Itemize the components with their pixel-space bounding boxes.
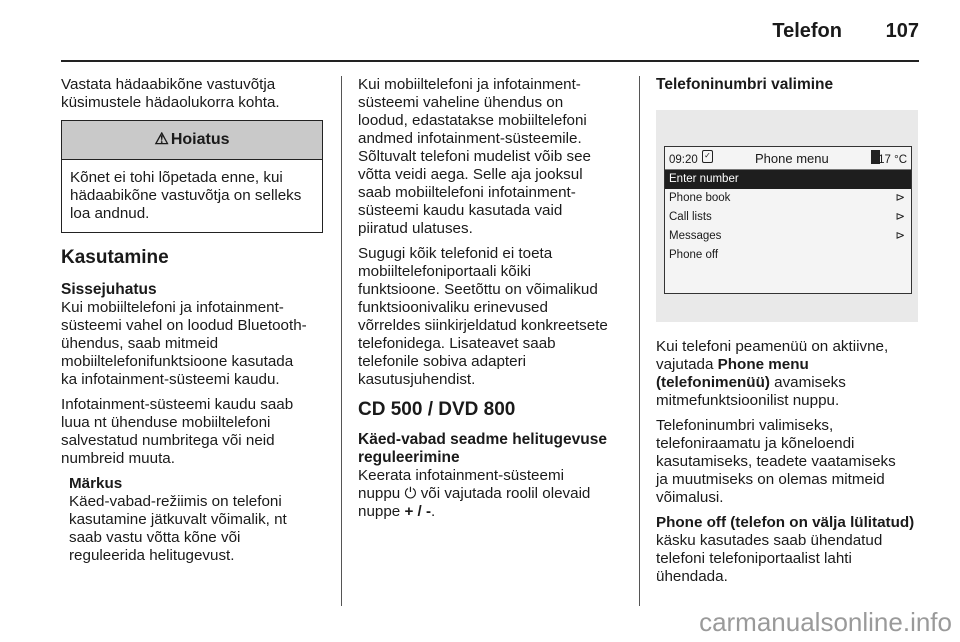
button-ref: + / -	[404, 503, 432, 520]
menu-item-label: Phone book	[669, 192, 731, 204]
watermark: carmanualsonline.info	[699, 607, 952, 637]
column-divider	[341, 76, 342, 606]
note-block	[61, 475, 323, 565]
section-title: CD 500 / DVD 800	[358, 399, 516, 420]
section-title: Kasutamine	[61, 247, 169, 268]
submenu-arrow-icon: ⊳	[895, 211, 905, 223]
note-body: Käed-vabad-režiimis on telefoni kasutamine jätkuvalt võimalik, nt saab vastu võtta kõne või reguleerida helitugevust.	[69, 493, 287, 564]
command-ref: Phone off (telefon on välja lülitatud)	[656, 514, 915, 531]
power-knob-icon: ⏻	[404, 485, 417, 502]
display-title: Phone menu	[755, 151, 829, 166]
warning-title: Hoiatus	[170, 131, 230, 148]
menu-item-enter-number	[665, 170, 911, 189]
menu-item-call-lists	[665, 208, 911, 227]
page-header	[0, 0, 960, 62]
submenu-arrow-icon: ⊳	[895, 192, 905, 204]
page-number: 107	[885, 20, 919, 42]
menu-item-label: Enter number	[669, 173, 739, 185]
phone-icon: ✓	[702, 150, 713, 163]
menu-item-label: Phone off	[669, 249, 719, 261]
paragraph: Infotainment-süsteemi kaudu saab luua nt ühenduse mobiiltelefoni salvestatud numbritega või neid numbreid muuta.	[61, 396, 294, 467]
text-run: Keerata infotainment-süsteemi nuppu	[358, 467, 564, 502]
phone-menu-screenshot	[656, 110, 918, 322]
column-right	[656, 76, 920, 593]
text-run: või vajutada roolil olevaid nuppe	[358, 485, 591, 520]
menu-item-phone-off	[665, 246, 911, 265]
display-status-bar	[665, 147, 911, 170]
column-left	[61, 76, 323, 572]
paragraph: Sugugi kõik telefonid ei toeta mobiiltelefoniportaali kõiki funktsioone. Seetõttu on võimalikud funktsioonivaliku erinevused võrreldes siinkirjeldatud konkreetsete telefonidega. Lisateavet saab telefonile sobiva adapteri kasutusjuhendist.	[358, 245, 608, 388]
menu-item-messages	[665, 227, 911, 246]
warning-triangle-icon: ⚠	[154, 131, 169, 148]
temperature: 17 °C	[878, 154, 907, 166]
text-run: avamiseks mitmefunktsioonilist nuppu.	[656, 374, 846, 409]
clock: 09:20	[669, 154, 698, 166]
column-divider	[639, 76, 640, 606]
paragraph: Kui mobiiltelefoni ja infotainment- süsteemi vaheline ühendus on loodud, edastatakse mobiiltelefoni andmed infotainment-süsteemile. Sõltuvalt telefoni mudelist võib see võtta veidi aega. Selle aja jooksul saab mobiiltelefoni infotainment- süsteemi kaudu kasutada vaid piiratud ulatuses.	[358, 76, 592, 237]
text-run: Kui telefoni peamenüü on aktiivne, vajutada	[656, 338, 889, 373]
subsection-title: Telefoninumbri valimine	[656, 76, 834, 93]
warning-header	[62, 121, 322, 160]
note-title: Märkus	[69, 475, 123, 492]
chapter-title: Telefon	[772, 20, 842, 42]
column-middle	[358, 76, 626, 528]
subsection-title: Sissejuhatus	[61, 281, 157, 298]
submenu-arrow-icon: ⊳	[895, 230, 905, 242]
paragraph: Telefoninumbri valimiseks, telefoniraamatu ja kõneloendi kasutamiseks, teadete vaatamiseks ja muutmiseks on olemas mitmeid võimalusi.	[656, 417, 896, 506]
intro-paragraph: Vastata hädaabikõne vastuvõtja küsimustele hädaolukorra kohta.	[61, 76, 280, 111]
subsection-title: Käed-vabad seadme helitugevuse reguleerimine	[358, 431, 607, 466]
paragraph	[656, 338, 920, 410]
menu-item-label: Call lists	[669, 211, 712, 223]
menu-item-label: Messages	[669, 230, 722, 242]
text-run: käsku kasutades saab ühendatud telefoni telefoniportaalist lahti ühendada.	[656, 532, 883, 585]
button-ref: Phone menu (telefonimenüü)	[656, 356, 809, 391]
header-rule	[61, 60, 919, 62]
paragraph	[656, 514, 920, 586]
warning-body: Kõnet ei tohi lõpetada enne, kui hädaabikõne vastuvõtja on selleks loa andnud.	[70, 169, 302, 222]
display-frame	[664, 146, 912, 294]
menu-item-phone-book	[665, 189, 911, 208]
warning-box	[61, 120, 323, 233]
text-run: .	[431, 503, 436, 520]
paragraph: Kui mobiiltelefoni ja infotainment- süsteemi vahel on loodud Bluetooth- ühendus, saab mitmeid mobiiltelefonifunktsioone kasutada ka infotainment-süsteemi kaudu.	[61, 299, 307, 388]
paragraph	[358, 467, 626, 521]
